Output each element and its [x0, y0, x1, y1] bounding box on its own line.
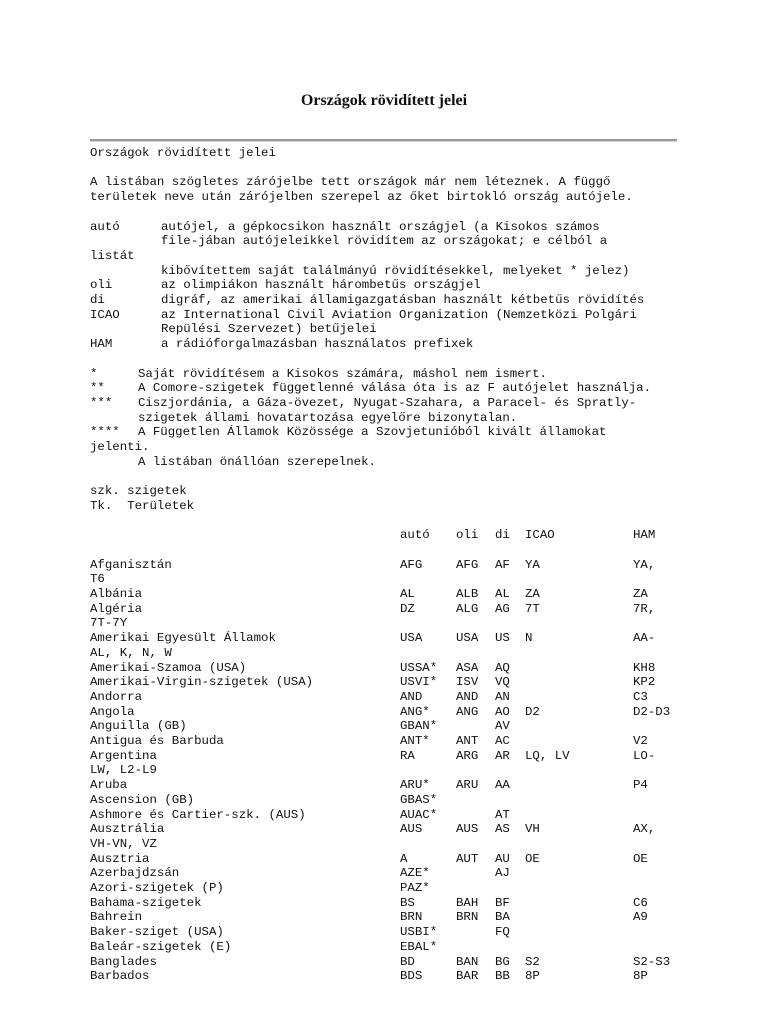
cell-di: FQ: [495, 925, 510, 940]
cell-di: AV: [495, 719, 510, 734]
cell-oli: ARG: [456, 748, 479, 763]
cell-oli: ALG: [456, 601, 479, 616]
cell-di: AQ: [495, 660, 510, 675]
cell-di: AT: [495, 807, 510, 822]
cell-ham: YA,: [633, 557, 656, 572]
wrapped-text: listát: [90, 248, 135, 263]
cell-auto: BDS: [400, 969, 423, 984]
cell-di: AU: [495, 851, 510, 866]
country-name: Angola: [90, 704, 135, 719]
cell-di: AO: [495, 704, 510, 719]
ham-continuation: VH-VN, VZ: [90, 836, 157, 851]
ham-continuation: T6: [90, 572, 105, 587]
country-name: Ausztrália: [90, 822, 165, 837]
country-name: Ascension (GB): [90, 792, 195, 807]
cell-di: AS: [495, 822, 510, 837]
cell-auto: AFG: [400, 557, 423, 572]
cell-ham: KH8: [633, 660, 656, 675]
country-name: Algéria: [90, 601, 143, 616]
column-header-ham: HAM: [633, 528, 656, 543]
note-text: A Független Államok Közössége a Szovjetunióból kivált államokat: [138, 425, 607, 440]
title-rule: [90, 139, 677, 142]
country-name: Amerikai-Virgin-szigetek (USA): [90, 675, 314, 690]
cell-ham: P4: [633, 778, 648, 793]
cell-auto: GBAS*: [400, 792, 438, 807]
note-marker: ****: [90, 425, 120, 440]
cell-auto: AZE*: [400, 866, 430, 881]
cell-di: BA: [495, 910, 510, 925]
cell-auto: A: [400, 851, 408, 866]
section-heading: Országok rövidített jelei: [90, 146, 276, 160]
cell-auto: USVI*: [400, 675, 438, 690]
cell-ham: V2: [633, 734, 648, 748]
country-name: Antigua és Barbuda: [90, 734, 224, 748]
country-name: Afganisztán: [90, 557, 172, 572]
cell-di: AL: [495, 587, 510, 601]
cell-auto: ANG*: [400, 704, 430, 719]
cell-di: AR: [495, 748, 510, 763]
cell-ham: S2-S3: [633, 954, 671, 969]
cell-ham: KP2: [633, 675, 656, 690]
cell-oli: ASA: [456, 660, 479, 675]
abbreviation-desc: az olimpiákon használt hárombetűs országjel: [161, 278, 481, 293]
cell-ham: ZA: [633, 587, 648, 601]
cell-icao: S2: [525, 954, 540, 969]
cell-di: AA: [495, 778, 510, 793]
cell-oli: USA: [456, 631, 479, 646]
cell-oli: ISV: [456, 675, 479, 690]
wrapped-text: jelenti.: [90, 440, 150, 454]
ham-continuation: 7T-7Y: [90, 616, 128, 631]
cell-di: BG: [495, 954, 510, 969]
cell-ham: A9: [633, 910, 648, 925]
country-name: Baleár-szigetek (E): [90, 939, 232, 954]
cell-auto: PAZ*: [400, 881, 430, 895]
cell-di: AF: [495, 557, 510, 572]
cell-auto: ANT*: [400, 734, 430, 748]
abbreviation-desc: Repülési Szervezet) betűjelei: [161, 322, 377, 337]
country-name: Azerbajdzsán: [90, 866, 180, 881]
cell-oli: BAH: [456, 895, 479, 910]
country-name: Barbados: [90, 969, 150, 984]
cell-icao: VH: [525, 822, 540, 837]
legend-line: Tk. Területek: [90, 498, 195, 513]
cell-icao: LQ, LV: [525, 748, 570, 763]
cell-ham: 7R,: [633, 601, 656, 616]
cell-auto: AND: [400, 689, 423, 704]
cell-icao: 8P: [525, 969, 540, 984]
cell-oli: ALB: [456, 587, 479, 601]
country-name: Anguilla (GB): [90, 719, 187, 734]
cell-oli: AUS: [456, 822, 479, 837]
cell-ham: AA-: [633, 631, 656, 646]
country-name: Amerikai-Szamoa (USA): [90, 660, 247, 675]
cell-di: AJ: [495, 866, 510, 881]
cell-oli: ANT: [456, 734, 479, 748]
cell-di: AN: [495, 689, 510, 704]
abbreviation-desc: kibővítettem saját találmányú rövidítésekkel, melyeket * jelez): [161, 263, 630, 278]
abbreviation-key: oli: [90, 278, 113, 293]
cell-ham: C3: [633, 689, 648, 704]
abbreviation-key: autó: [90, 219, 120, 234]
cell-auto: BS: [400, 895, 415, 910]
cell-ham: 8P: [633, 969, 648, 984]
column-header-di: di: [495, 528, 510, 543]
column-header-oli: oli: [456, 528, 479, 543]
ham-continuation: LW, L2-L9: [90, 763, 157, 778]
country-name: Argentina: [90, 748, 157, 763]
note-marker: **: [90, 381, 105, 396]
cell-oli: ARU: [456, 778, 479, 793]
cell-ham: OE: [633, 851, 648, 866]
cell-auto: GBAN*: [400, 719, 438, 734]
legend-line: szk. szigetek: [90, 484, 187, 499]
cell-auto: RA: [400, 748, 415, 763]
country-name: Albánia: [90, 587, 143, 601]
cell-auto: AL: [400, 587, 415, 601]
cell-auto: AUAC*: [400, 807, 438, 822]
note-text: A Comore-szigetek függetlenné válása óta is az F autójelet használja.: [138, 381, 652, 396]
note-text: Saját rövidítésem a Kisokos számára, máshol nem ismert.: [138, 366, 547, 381]
country-name: Ausztria: [90, 851, 150, 866]
cell-oli: BAN: [456, 954, 479, 969]
cell-auto: USA: [400, 631, 423, 646]
cell-oli: AFG: [456, 557, 479, 572]
cell-icao: ZA: [525, 587, 540, 601]
page-title: Országok rövidített jelei: [300, 92, 468, 109]
cell-oli: ANG: [456, 704, 479, 719]
cell-oli: BAR: [456, 969, 479, 984]
cell-ham: D2-D3: [633, 704, 671, 719]
cell-oli: AND: [456, 689, 479, 704]
cell-ham: C6: [633, 895, 648, 910]
cell-di: AG: [495, 601, 510, 616]
abbreviation-desc: a rádióforgalmazásban használatos prefixek: [161, 337, 474, 352]
note-text: A listában önállóan szerepelnek.: [138, 454, 376, 469]
cell-di: VQ: [495, 675, 510, 690]
country-name: Azori-szigetek (P): [90, 881, 224, 895]
cell-icao: OE: [525, 851, 540, 866]
column-header-icao: ICAO: [525, 528, 555, 543]
ham-continuation: AL, K, N, W: [90, 645, 172, 660]
cell-auto: ARU*: [400, 778, 430, 793]
abbreviation-key: ICAO: [90, 307, 120, 322]
cell-oli: AUT: [456, 851, 479, 866]
abbreviation-desc: autójel, a gépkocsikon használt országjel (a Kisokos számos: [161, 219, 600, 234]
cell-icao: 7T: [525, 601, 540, 616]
cell-di: BF: [495, 895, 510, 910]
abbreviation-key: HAM: [90, 337, 113, 352]
cell-auto: EBAL*: [400, 939, 438, 954]
abbreviation-desc: digráf, az amerikai államigazgatásban használt kétbetűs rövidítés: [161, 293, 645, 307]
country-name: Banglades: [90, 954, 157, 969]
cell-auto: USBI*: [400, 925, 438, 940]
cell-ham: LO-: [633, 748, 656, 763]
cell-icao: YA: [525, 557, 540, 572]
cell-di: AC: [495, 734, 510, 748]
cell-auto: BRN: [400, 910, 423, 925]
column-header-auto: autó: [400, 528, 430, 543]
cell-auto: USSA*: [400, 660, 438, 675]
cell-icao: N: [525, 631, 533, 646]
country-name: Ashmore és Cartier-szk. (AUS): [90, 807, 306, 822]
cell-icao: D2: [525, 704, 540, 719]
country-name: Amerikai Egyesült Államok: [90, 631, 276, 646]
intro-line: területek neve után zárójelben szerepel az őket birtokló ország autójele.: [90, 190, 633, 205]
country-name: Aruba: [90, 778, 128, 793]
note-marker: ***: [90, 395, 113, 410]
cell-ham: AX,: [633, 822, 656, 837]
cell-auto: DZ: [400, 601, 415, 616]
abbreviation-desc: file-jában autójeleikkel rövidítem az országokat; e célból a: [161, 234, 608, 249]
intro-line: A listában szögletes zárójelbe tett országok már nem léteznek. A függő: [90, 175, 611, 190]
country-name: Bahrein: [90, 910, 143, 925]
note-text: Ciszjordánia, a Gáza-övezet, Nyugat-Szahara, a Paracel- és Spratly-: [138, 395, 637, 410]
cell-oli: BRN: [456, 910, 479, 925]
abbreviation-key: di: [90, 293, 105, 307]
country-name: Bahama-szigetek: [90, 895, 202, 910]
abbreviation-desc: az International Civil Aviation Organization (Nemzetközi Polgári: [161, 307, 637, 322]
cell-auto: BD: [400, 954, 415, 969]
country-name: Andorra: [90, 689, 143, 704]
cell-auto: AUS: [400, 822, 423, 837]
country-name: Baker-sziget (USA): [90, 925, 224, 940]
cell-di: US: [495, 631, 510, 646]
note-text: szigetek állami hovatartozása egyelőre bizonytalan.: [138, 410, 518, 425]
note-marker: *: [90, 366, 98, 381]
cell-di: BB: [495, 969, 510, 984]
